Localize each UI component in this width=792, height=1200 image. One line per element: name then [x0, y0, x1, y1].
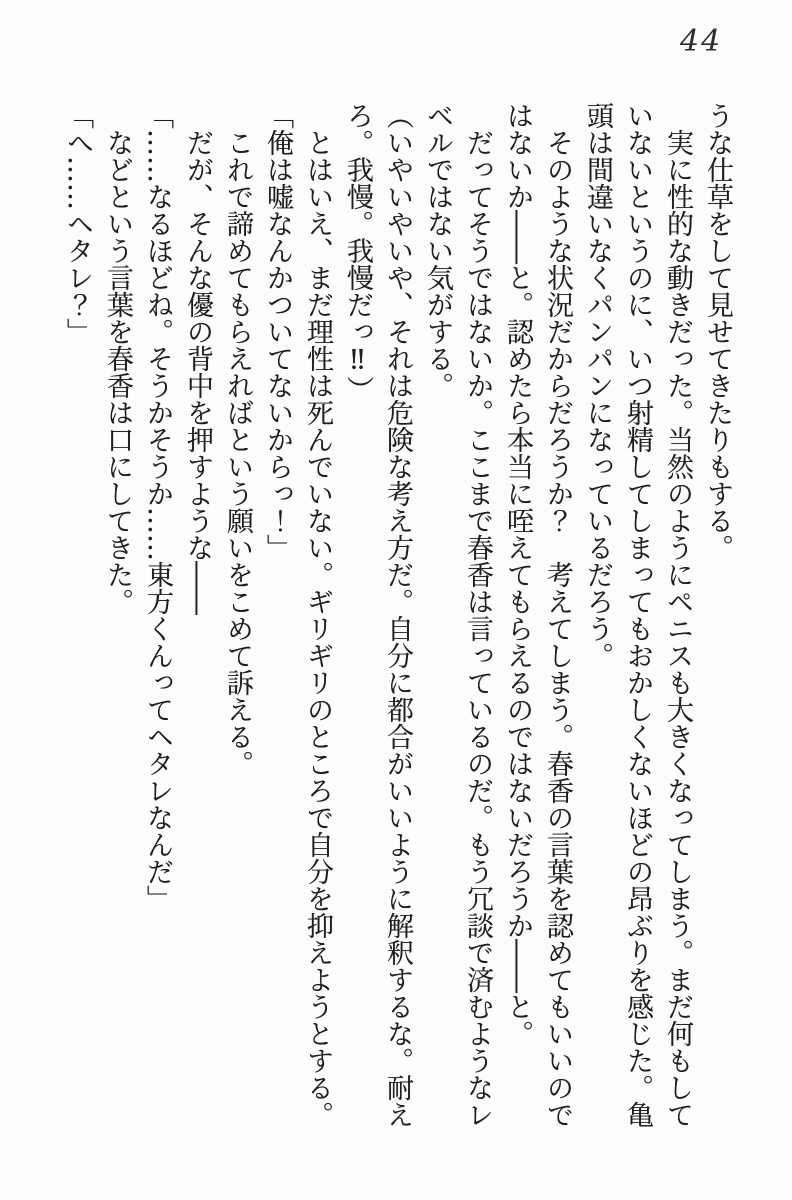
text-column: これで諦めてもらえればという願いをこめて訴える。 — [222, 102, 253, 777]
text-column: ベルではない気がする。 — [422, 102, 453, 399]
text-column: そのような状況だからだろうか？ 考えてしまう。春香の言葉を認めてもいいので — [542, 102, 573, 1128]
text-column: はないか――と。認めたら本当に咥えてもらえるのではないだろうか――と。 — [502, 102, 533, 1047]
text-column: 「俺は嘘なんかついてないからっ！」 — [262, 102, 293, 561]
text-column: 頭は間違いなくパンパンになっているだろう。 — [582, 102, 613, 669]
text-block — [57, 102, 737, 1134]
text-column: だってそうではないか。ここまで春香は言っているのだ。もう冗談で済むようなレ — [462, 102, 493, 1128]
text-column: 「へ……ヘタレ？」 — [62, 102, 93, 345]
text-column: ろ。我慢。我慢だっ‼） — [342, 102, 373, 403]
text-column: などという言葉を春香は口にしてきた。 — [102, 102, 133, 615]
text-column: うな仕草をして見せてきたりもする。 — [702, 102, 733, 561]
text-column: とはいえ、まだ理性は死んでいない。ギリギリのところで自分を抑えようとする。 — [302, 102, 333, 1128]
text-column: いないというのに、いつ射精してしまってもおかしくないほどの昂ぶりを感じた。亀 — [622, 102, 653, 1128]
text-column: （いやいやいや、それは危険な考え方だ。自分に都合がいいように解釈するな。耐え — [382, 102, 413, 1128]
text-column: 実に性的な動きだった。当然のようにペニスも大きくなってしまう。まだ何もして — [662, 102, 693, 1128]
page-number: 44 — [680, 24, 723, 59]
text-column: 「……なるほどね。そうかそうか……東方くんってヘタレなんだ」 — [142, 102, 173, 912]
text-column: だが、そんな優の背中を押すような―― — [182, 102, 213, 615]
